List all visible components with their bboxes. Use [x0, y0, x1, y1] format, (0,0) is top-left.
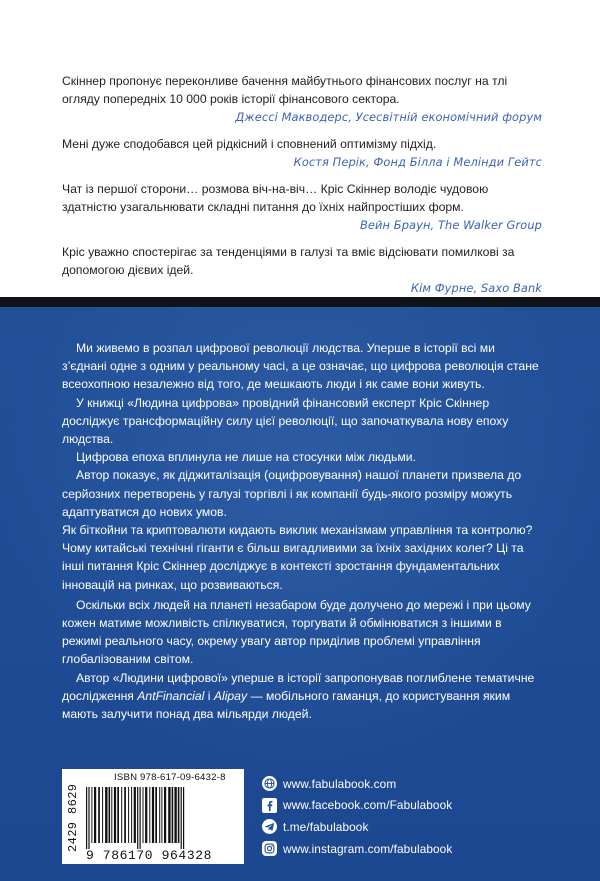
divider-band [0, 297, 600, 307]
testimonial-author: Костя Перік, Фонд Білла і Мелінди Гейтс [293, 155, 542, 169]
barcode-bar [155, 787, 157, 843]
description-paragraph [62, 669, 540, 724]
description-paragraph: Як біткойни та криптовалюти кидають виклик механізмам управління та контролю? Чому китайські технічні гіганти є більш вигадливими за їхніх західних колег? Ці та інші питання Кріс Скіннер досліджує в контексті зростання фундаментальних інновацій на ринках, що розвиваються. [62, 523, 533, 592]
barcode-digits: 9 786170 964328 [86, 848, 213, 863]
testimonial [62, 180, 542, 234]
publisher-links [262, 773, 452, 859]
isbn-text: ISBN 978-617-09-6432-8 [114, 772, 226, 783]
barcode-bar [137, 787, 138, 849]
link-text[interactable]: www.instagram.com/fabulabook [283, 841, 453, 856]
testimonial [62, 72, 542, 126]
link-text[interactable]: www.facebook.com/Fabulabook [283, 798, 453, 813]
testimonial-author: Кім Фурне, Saxo Bank [410, 281, 542, 295]
link-text[interactable]: www.fabulabook.com [283, 776, 397, 791]
testimonial-text: Мені дуже сподобався цей рідкісний і сповнений оптимізму підхід. [62, 137, 437, 151]
brand-name: AntFinancial [137, 688, 205, 703]
testimonial [62, 135, 542, 171]
barcode-bar [145, 787, 147, 843]
barcode-bar [183, 787, 184, 849]
barcode-bar [102, 787, 103, 843]
testimonial-text: Чат із першої сторони… розмова віч-на-віч… Кріс Скіннер володіє чудовою здатністю узагальнювати складні питання до їхніх найпростіших форм. [62, 182, 489, 214]
description-paragraph: Оскільки всіх людей на планеті незабаром буде долучено до мережі і при цьому кожен матиме можливість спілкуватися, торгувати й обмінюватися з іншими в режимі реального часу, окрему увагу автор приділив проблемі управління глобалізованим світом. [62, 597, 531, 667]
testimonials [62, 72, 542, 306]
description-text: і [204, 688, 214, 703]
barcode-bar [121, 787, 122, 843]
testimonial-text: Кріс уважно спостерігає за тенденціями в галузі та вміє відсіювати помилкові за допомогою дієвих ідей. [62, 245, 515, 277]
barcode-label [62, 769, 244, 864]
barcode-bar [143, 787, 144, 843]
barcode-bar [105, 787, 107, 843]
facebook-icon [262, 798, 277, 813]
instagram-icon [262, 841, 277, 856]
telegram-icon [262, 819, 277, 834]
link-text[interactable]: t.me/fabulabook [283, 819, 369, 834]
barcode-bar [152, 787, 154, 843]
barcode-bar [86, 787, 87, 849]
barcode-bar [149, 787, 150, 843]
globe-icon [262, 776, 277, 791]
barcode-bar [124, 787, 126, 843]
description-paragraph: Автор показує, як діджиталізація (оцифровування) нашої планети призвела до серйозних перетворень у галузі торгівлі і як компанії будь-якого розміру можуть адаптуватися до нових умов. [62, 468, 522, 519]
barcode-bar [117, 787, 119, 843]
testimonial [62, 243, 542, 297]
barcode-bar [159, 787, 160, 843]
barcode-bar [128, 787, 129, 843]
barcode-bars [84, 787, 240, 849]
link-telegram[interactable] [262, 816, 452, 838]
barcode-bar [178, 787, 180, 843]
description-paragraph: Ми живемо в розпал цифрової революції людства. Уперше в історії всі ми з’єднані одне з одним у реальному часі, а це означає, що цифрова революція стане всеохопною незалежно від того, де мешкають люди і як саме вони живуть. [62, 341, 539, 392]
barcode-bar [174, 787, 176, 843]
barcode-bar [98, 787, 100, 843]
barcode-bar [172, 787, 174, 843]
link-facebook[interactable] [262, 795, 452, 817]
description-text: — мобільного гаманця, до користування яким мають залучити понад два мільярди людей. [62, 688, 511, 722]
barcode-bar [161, 787, 162, 843]
description-paragraph: У книжці «Людина цифрова» провідний фінансовий експерт Кріс Скіннер досліджує трансформаційну силу цієї революції, що започаткувала нову епоху людства. [62, 395, 509, 447]
description-paragraph: Цифрова епоха вплинула не лише на стосунки між людьми. [76, 450, 416, 465]
description-text: Автор «Людини цифрової» уперше в історії запропонував поглиблене тематичне дослідження [62, 670, 535, 703]
book-description [62, 339, 540, 723]
barcode-bar [140, 787, 141, 849]
testimonial-author: Вейн Браун, The Walker Group [360, 218, 542, 232]
testimonial-author: Джессі Макводерс, Усесвітній економічний форум [235, 110, 542, 124]
barcode-bar [109, 787, 111, 843]
barcode-bar [168, 787, 170, 843]
barcode-bar [94, 787, 96, 843]
barcode-bar [134, 787, 136, 843]
brand-name: Alipay [213, 688, 248, 703]
barcode-bar [131, 787, 132, 843]
barcode-bar [111, 787, 112, 843]
barcode-bar [181, 787, 182, 849]
barcode-side-number: 2429 8629 [66, 783, 80, 853]
testimonial-text: Скіннер пропонує переконливе бачення майбутнього фінансових послуг на тлі огляду попередніх 10 000 років історії фінансового сектора. [62, 74, 508, 106]
back-cover-top [0, 0, 600, 297]
barcode-bar [164, 787, 166, 843]
barcode-bar [114, 787, 116, 843]
link-website[interactable] [262, 773, 452, 795]
link-instagram[interactable] [262, 838, 452, 860]
barcode-bar [91, 787, 92, 843]
barcode-bar [88, 787, 89, 849]
